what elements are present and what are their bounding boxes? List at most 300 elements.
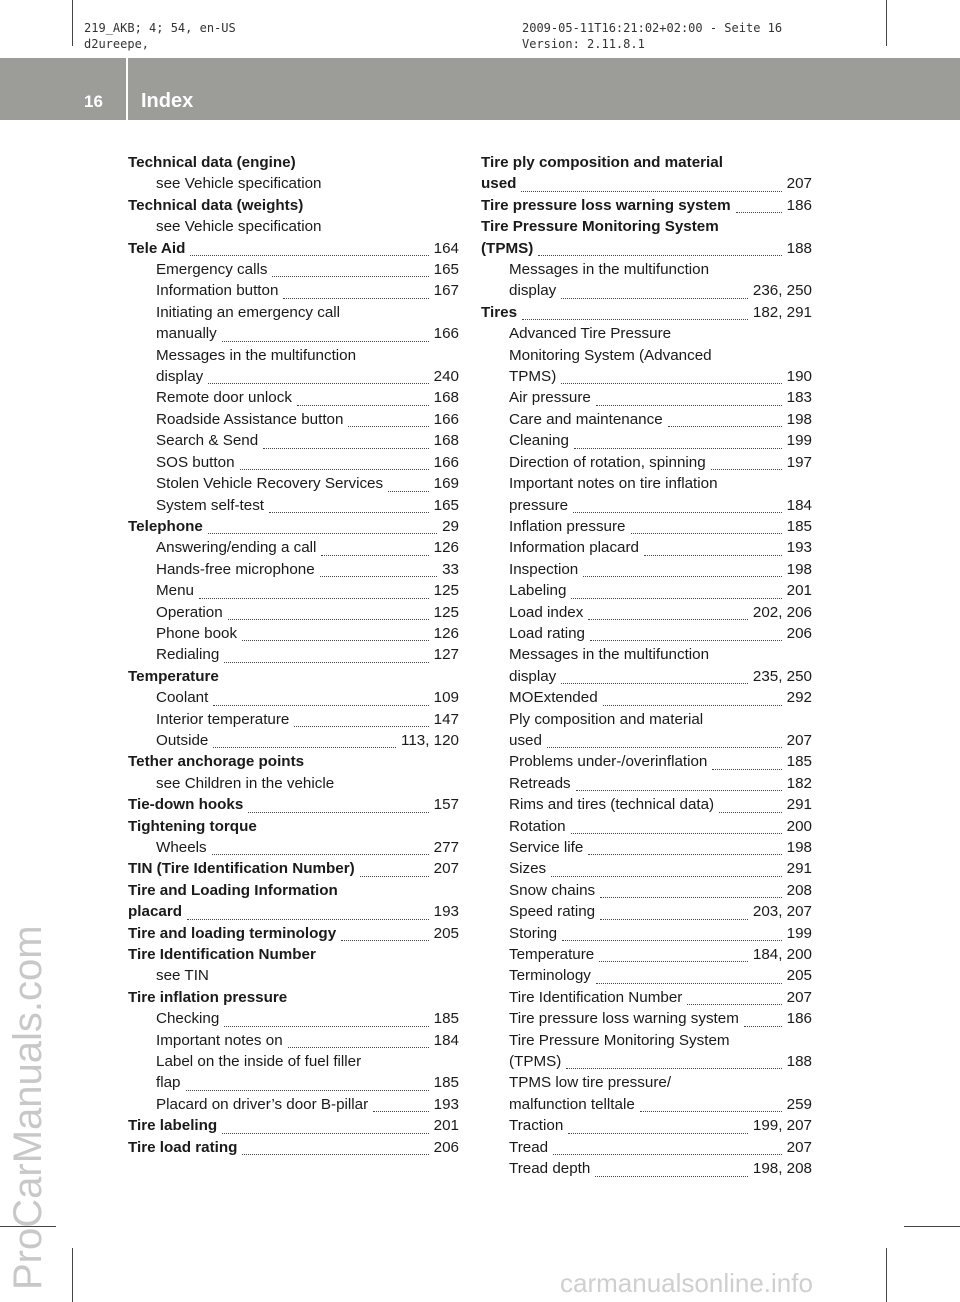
index-term: Operation [156,603,223,621]
index-term: Tire pressure loss warning system [509,1010,739,1028]
print-metadata-right [522,20,782,52]
dot-leader [373,1096,428,1112]
page-reference: 292 [786,689,812,707]
watermark-side: ProCarManuals.com [6,925,50,1290]
index-subentry [481,602,812,623]
index-subentry [481,452,812,473]
dot-leader [283,283,428,299]
dot-leader [186,1075,429,1091]
dot-leader [187,903,429,919]
page-reference: 29 [442,517,459,535]
index-subentry [481,559,812,580]
index-term: Phone book [156,624,238,642]
index-subentry [481,495,812,516]
index-heading [128,816,459,837]
page-reference: 126 [433,624,459,642]
dot-leader [562,925,782,941]
index-term: Tightening torque [128,817,257,835]
index-heading [128,858,459,879]
index-column-left [128,152,459,1158]
page-reference: 200 [786,817,812,835]
page-reference: 165 [433,261,459,279]
index-heading [128,880,459,901]
index-term: Retreads [509,774,571,792]
index-subentry [481,773,812,794]
dot-leader [297,390,429,406]
index-subentry [128,259,459,280]
index-term: Tread [509,1138,549,1156]
page-reference: 291 [786,860,812,878]
page-reference: 198 [786,839,812,856]
index-subentry [128,580,459,601]
page-reference: 167 [433,282,459,300]
index-term: Inflation pressure [509,517,626,535]
dot-leader [631,518,782,534]
index-heading [128,987,459,1008]
index-heading [128,1137,459,1158]
dot-leader [571,582,781,598]
page-reference: 125 [433,603,459,621]
index-term: Answering/ending a call [156,539,317,557]
dot-leader [212,839,429,855]
index-subentry [481,923,812,944]
index-subentry [481,794,812,815]
dot-leader [595,1160,748,1176]
dot-leader [561,368,781,384]
index-heading [128,901,459,922]
page-reference: 291 [786,796,812,814]
index-term: Messages in the multifunction [156,346,357,364]
metadata-line: 219_AKB; 4; 54, en-US [84,21,236,35]
dot-leader [240,454,429,470]
dot-leader [561,668,748,684]
dot-leader [208,518,437,534]
index-term: Redialing [156,646,220,664]
crop-mark [72,1248,73,1302]
page-reference: 184, 200 [752,946,812,964]
page-reference: 236, 250 [752,282,812,300]
index-subentry [481,580,812,601]
index-term: Search & Send [156,432,259,450]
index-term: malfunction telltale [509,1095,635,1113]
dot-leader [600,903,748,919]
page-reference: 207 [786,988,812,1006]
index-term: Tire and Loading Information [128,881,338,899]
page-reference: 259 [786,1095,812,1113]
index-term: Telephone [128,517,203,535]
dot-leader [224,1010,428,1026]
index-subentry [481,259,812,280]
dot-leader [294,711,428,727]
page-reference: 182, 291 [752,303,812,321]
index-subentry [128,559,459,580]
dot-leader [574,433,782,449]
dot-leader [668,411,782,427]
index-term: Terminology [509,967,591,985]
page-reference: 185 [786,517,812,535]
dot-leader [573,497,782,513]
page-reference: 186 [786,1010,812,1028]
dot-leader [248,796,428,812]
index-term: placard [128,903,183,921]
index-term: Air pressure [509,389,591,407]
watermark-bottom: carmanualsonline.info [560,1268,813,1298]
index-subentry [481,1137,812,1158]
page-reference: 188 [786,239,812,257]
index-term: Tire and loading terminology [128,924,337,942]
page-reference: 205 [433,924,459,942]
index-term: Tire pressure loss warning system [481,196,731,214]
index-heading [481,195,812,216]
index-term: Direction of rotation, spinning [509,453,706,471]
index-term: Traction [509,1117,564,1135]
dot-leader [736,197,782,213]
index-subentry [481,965,812,986]
dot-leader [588,604,748,620]
page-reference: 188 [786,1053,812,1071]
page-reference: 206 [433,1138,459,1156]
index-term: SOS button [156,453,235,471]
dot-leader [547,732,782,748]
page-reference: 202, 206 [752,603,812,621]
index-term: Load rating [509,624,585,642]
dot-leader [208,368,428,384]
index-heading [128,794,459,815]
dot-leader [190,240,428,256]
dot-leader [719,796,782,812]
index-subentry [128,323,459,344]
dot-leader [320,561,437,577]
print-metadata-left [84,20,236,52]
index-term: Tire load rating [128,1138,238,1156]
index-term: Stolen Vehicle Recovery Services [156,475,384,493]
index-heading [128,751,459,772]
page-reference: 186 [786,196,812,214]
index-heading [128,1115,459,1136]
index-subentry [481,709,812,730]
index-term: Remote door unlock [156,389,292,407]
index-heading [128,152,459,173]
dot-leader [596,968,782,984]
index-term: Tire Pressure Monitoring System [509,1031,730,1049]
index-term: Advanced Tire Pressure [509,325,672,343]
index-subentry [128,1051,459,1072]
index-term: see Children in the vehicle [156,774,335,792]
index-heading [128,944,459,965]
index-term: Speed rating [509,903,596,921]
page-reference: 197 [786,453,812,471]
dot-leader [553,1139,782,1155]
index-subentry [481,837,812,858]
index-term: Tire Pressure Monitoring System [481,218,719,236]
dot-leader [263,433,428,449]
index-term: Tread depth [509,1160,591,1178]
page-reference: 126 [433,539,459,557]
index-subentry [128,644,459,665]
index-subentry [128,623,459,644]
index-term: Outside [156,731,209,749]
page-reference: 201 [433,1117,459,1135]
page-header [0,58,960,120]
index-term: (TPMS) [509,1053,562,1071]
index-term: Service life [509,839,584,856]
dot-leader [561,283,748,299]
index-subentry [128,302,459,323]
dot-leader [711,454,782,470]
dot-leader [576,775,782,791]
index-heading [481,173,812,194]
index-subentry [481,366,812,387]
index-term: flap [156,1074,181,1092]
index-term: Tether anchorage points [128,753,305,771]
index-subentry [481,409,812,430]
page-reference: 33 [442,560,459,578]
page-reference: 207 [786,175,812,193]
dot-leader [599,946,748,962]
index-term: Storing [509,924,558,942]
index-subentry [481,901,812,922]
dot-leader [348,411,428,427]
index-term: Label on the inside of fuel filler [156,1053,362,1071]
index-term: manually [156,325,217,343]
index-heading [128,923,459,944]
index-term: Technical data (weights) [128,196,304,214]
index-term: Tire inflation pressure [128,988,288,1006]
index-subentry [481,987,812,1008]
index-subentry [128,430,459,451]
dot-leader [222,1118,428,1134]
page-reference: 207 [786,731,812,749]
index-term: TPMS) [509,368,557,386]
page-title: Index [141,90,194,112]
index-term: Checking [156,1010,220,1028]
index-subentry [128,173,459,194]
index-subentry [481,1072,812,1093]
index-term: Monitoring System (Advanced [509,346,712,364]
index-term: MOExtended [509,689,598,707]
index-subentry [128,965,459,986]
dot-leader [551,861,782,877]
index-term: Messages in the multifunction [509,646,710,664]
page-reference: 147 [433,710,459,728]
index-subentry [128,602,459,623]
dot-leader [600,882,782,898]
crop-mark [886,0,887,46]
index-subentry [128,280,459,301]
page-reference: 199, 207 [752,1117,812,1135]
index-term: Rotation [509,817,566,835]
page-reference: 157 [433,796,459,814]
index-term: Menu [156,582,194,600]
index-term: Important notes on tire inflation [509,475,718,493]
header-divider [126,58,128,120]
page-reference: 165 [433,496,459,514]
dot-leader [341,925,429,941]
index-subentry [481,323,812,344]
page-reference: 185 [786,753,812,771]
index-term: Care and maintenance [509,410,663,428]
index-subentry [128,366,459,387]
dot-leader [199,582,429,598]
dot-leader [360,861,429,877]
dot-leader [242,1139,428,1155]
dot-leader [321,540,428,556]
page-reference: 235, 250 [752,667,812,685]
index-subentry [128,687,459,708]
page-reference: 205 [786,967,812,985]
index-subentry [481,687,812,708]
page-reference: 166 [433,410,459,428]
dot-leader [538,240,781,256]
index-subentry [481,623,812,644]
dot-leader [687,989,781,1005]
page-reference: 109 [433,689,459,707]
dot-leader [272,261,428,277]
index-term: see TIN [156,967,209,985]
page-reference: 201 [786,582,812,600]
index-subentry [128,495,459,516]
dot-leader [583,561,781,577]
index-heading [128,516,459,537]
index-term: TPMS low tire pressure/ [509,1074,672,1092]
index-subentry [481,644,812,665]
index-term: Tire Identification Number [128,946,316,964]
page-number: 16 [84,92,103,111]
page-reference: 193 [433,1095,459,1113]
index-subentry [481,345,812,366]
index-term: Placard on driver’s door B-pillar [156,1095,369,1113]
page-reference: 185 [433,1010,459,1028]
page-reference: 166 [433,453,459,471]
dot-leader [228,604,429,620]
page-reference: 193 [433,903,459,921]
index-heading [481,302,812,323]
index-term: Tie-down hooks [128,796,244,814]
metadata-line: d2ureepe, [84,37,150,51]
metadata-line: Version: 2.11.8.1 [522,37,645,51]
page-reference: 198, 208 [752,1160,812,1178]
index-subentry [128,409,459,430]
page-reference: 184 [786,496,812,514]
index-heading [128,238,459,259]
page-reference: 184 [433,1031,459,1049]
index-term: Tire Identification Number [509,988,683,1006]
index-subentry [128,709,459,730]
dot-leader [603,689,782,705]
index-term: Important notes on [156,1031,283,1049]
index-term: Cleaning [509,432,569,450]
index-subentry [481,880,812,901]
page-reference: 199 [786,924,812,942]
index-term: Roadside Assistance button [156,410,344,428]
page-reference: 183 [786,389,812,407]
index-term: Sizes [509,860,547,878]
dot-leader [596,390,782,406]
index-term: Messages in the multifunction [509,261,710,279]
index-subentry [128,452,459,473]
index-heading [128,195,459,216]
page-reference: 190 [786,368,812,386]
dot-leader [590,625,782,641]
dot-leader [213,732,396,748]
index-subentry [481,516,812,537]
page-reference: 198 [786,410,812,428]
page-reference: 207 [433,860,459,878]
dot-leader [588,839,781,855]
page-reference: 113, 120 [401,731,459,749]
crop-mark [886,1248,887,1302]
page-reference: 185 [433,1074,459,1092]
index-subentry [481,730,812,751]
page-reference: 199 [786,432,812,450]
index-term: Problems under-/overinflation [509,753,708,771]
dot-leader [222,325,429,341]
index-subentry [481,1094,812,1115]
index-term: Interior temperature [156,710,290,728]
page-reference: 127 [433,646,459,664]
index-term: display [156,368,204,386]
index-subentry [128,1008,459,1029]
dot-leader [568,1118,748,1134]
index-subentry [128,773,459,794]
index-subentry [481,1115,812,1136]
index-subentry [481,537,812,558]
index-subentry [481,944,812,965]
page-reference: 240 [433,368,459,386]
page-reference: 125 [433,582,459,600]
index-heading [481,216,812,237]
dot-leader [640,1096,782,1112]
page-reference: 198 [786,560,812,578]
index-term: Snow chains [509,881,596,899]
index-term: Inspection [509,560,579,578]
index-term: Initiating an emergency call [156,303,341,321]
index-term: Information button [156,282,279,300]
index-term: Tire labeling [128,1117,218,1135]
dot-leader [571,818,782,834]
index-term: Coolant [156,689,209,707]
page-reference: 206 [786,624,812,642]
index-subentry [128,537,459,558]
crop-mark [72,0,73,46]
dot-leader [744,1010,782,1026]
index-subentry [128,837,459,858]
index-subentry [481,430,812,451]
dot-leader [242,625,429,641]
index-subentry [128,387,459,408]
index-term: Labeling [509,582,567,600]
page-reference: 203, 207 [752,903,812,921]
index-term: TIN (Tire Identification Number) [128,860,355,878]
dot-leader [566,1053,781,1069]
index-term: see Vehicle specification [156,175,322,193]
index-term: Rims and tires (technical data) [509,796,715,814]
crop-mark [904,1226,960,1227]
index-heading [481,238,812,259]
index-term: display [509,667,557,685]
dot-leader [388,475,429,491]
index-subentry [481,1008,812,1029]
dot-leader [224,647,428,663]
metadata-line: 2009-05-11T16:21:02+02:00 - Seite 16 [522,21,783,35]
index-subentry [481,387,812,408]
index-term: Load index [509,603,584,621]
dot-leader [213,689,428,705]
page-reference: 277 [433,839,459,856]
index-heading [128,666,459,687]
dot-leader [288,1032,429,1048]
page-reference: 208 [786,881,812,899]
